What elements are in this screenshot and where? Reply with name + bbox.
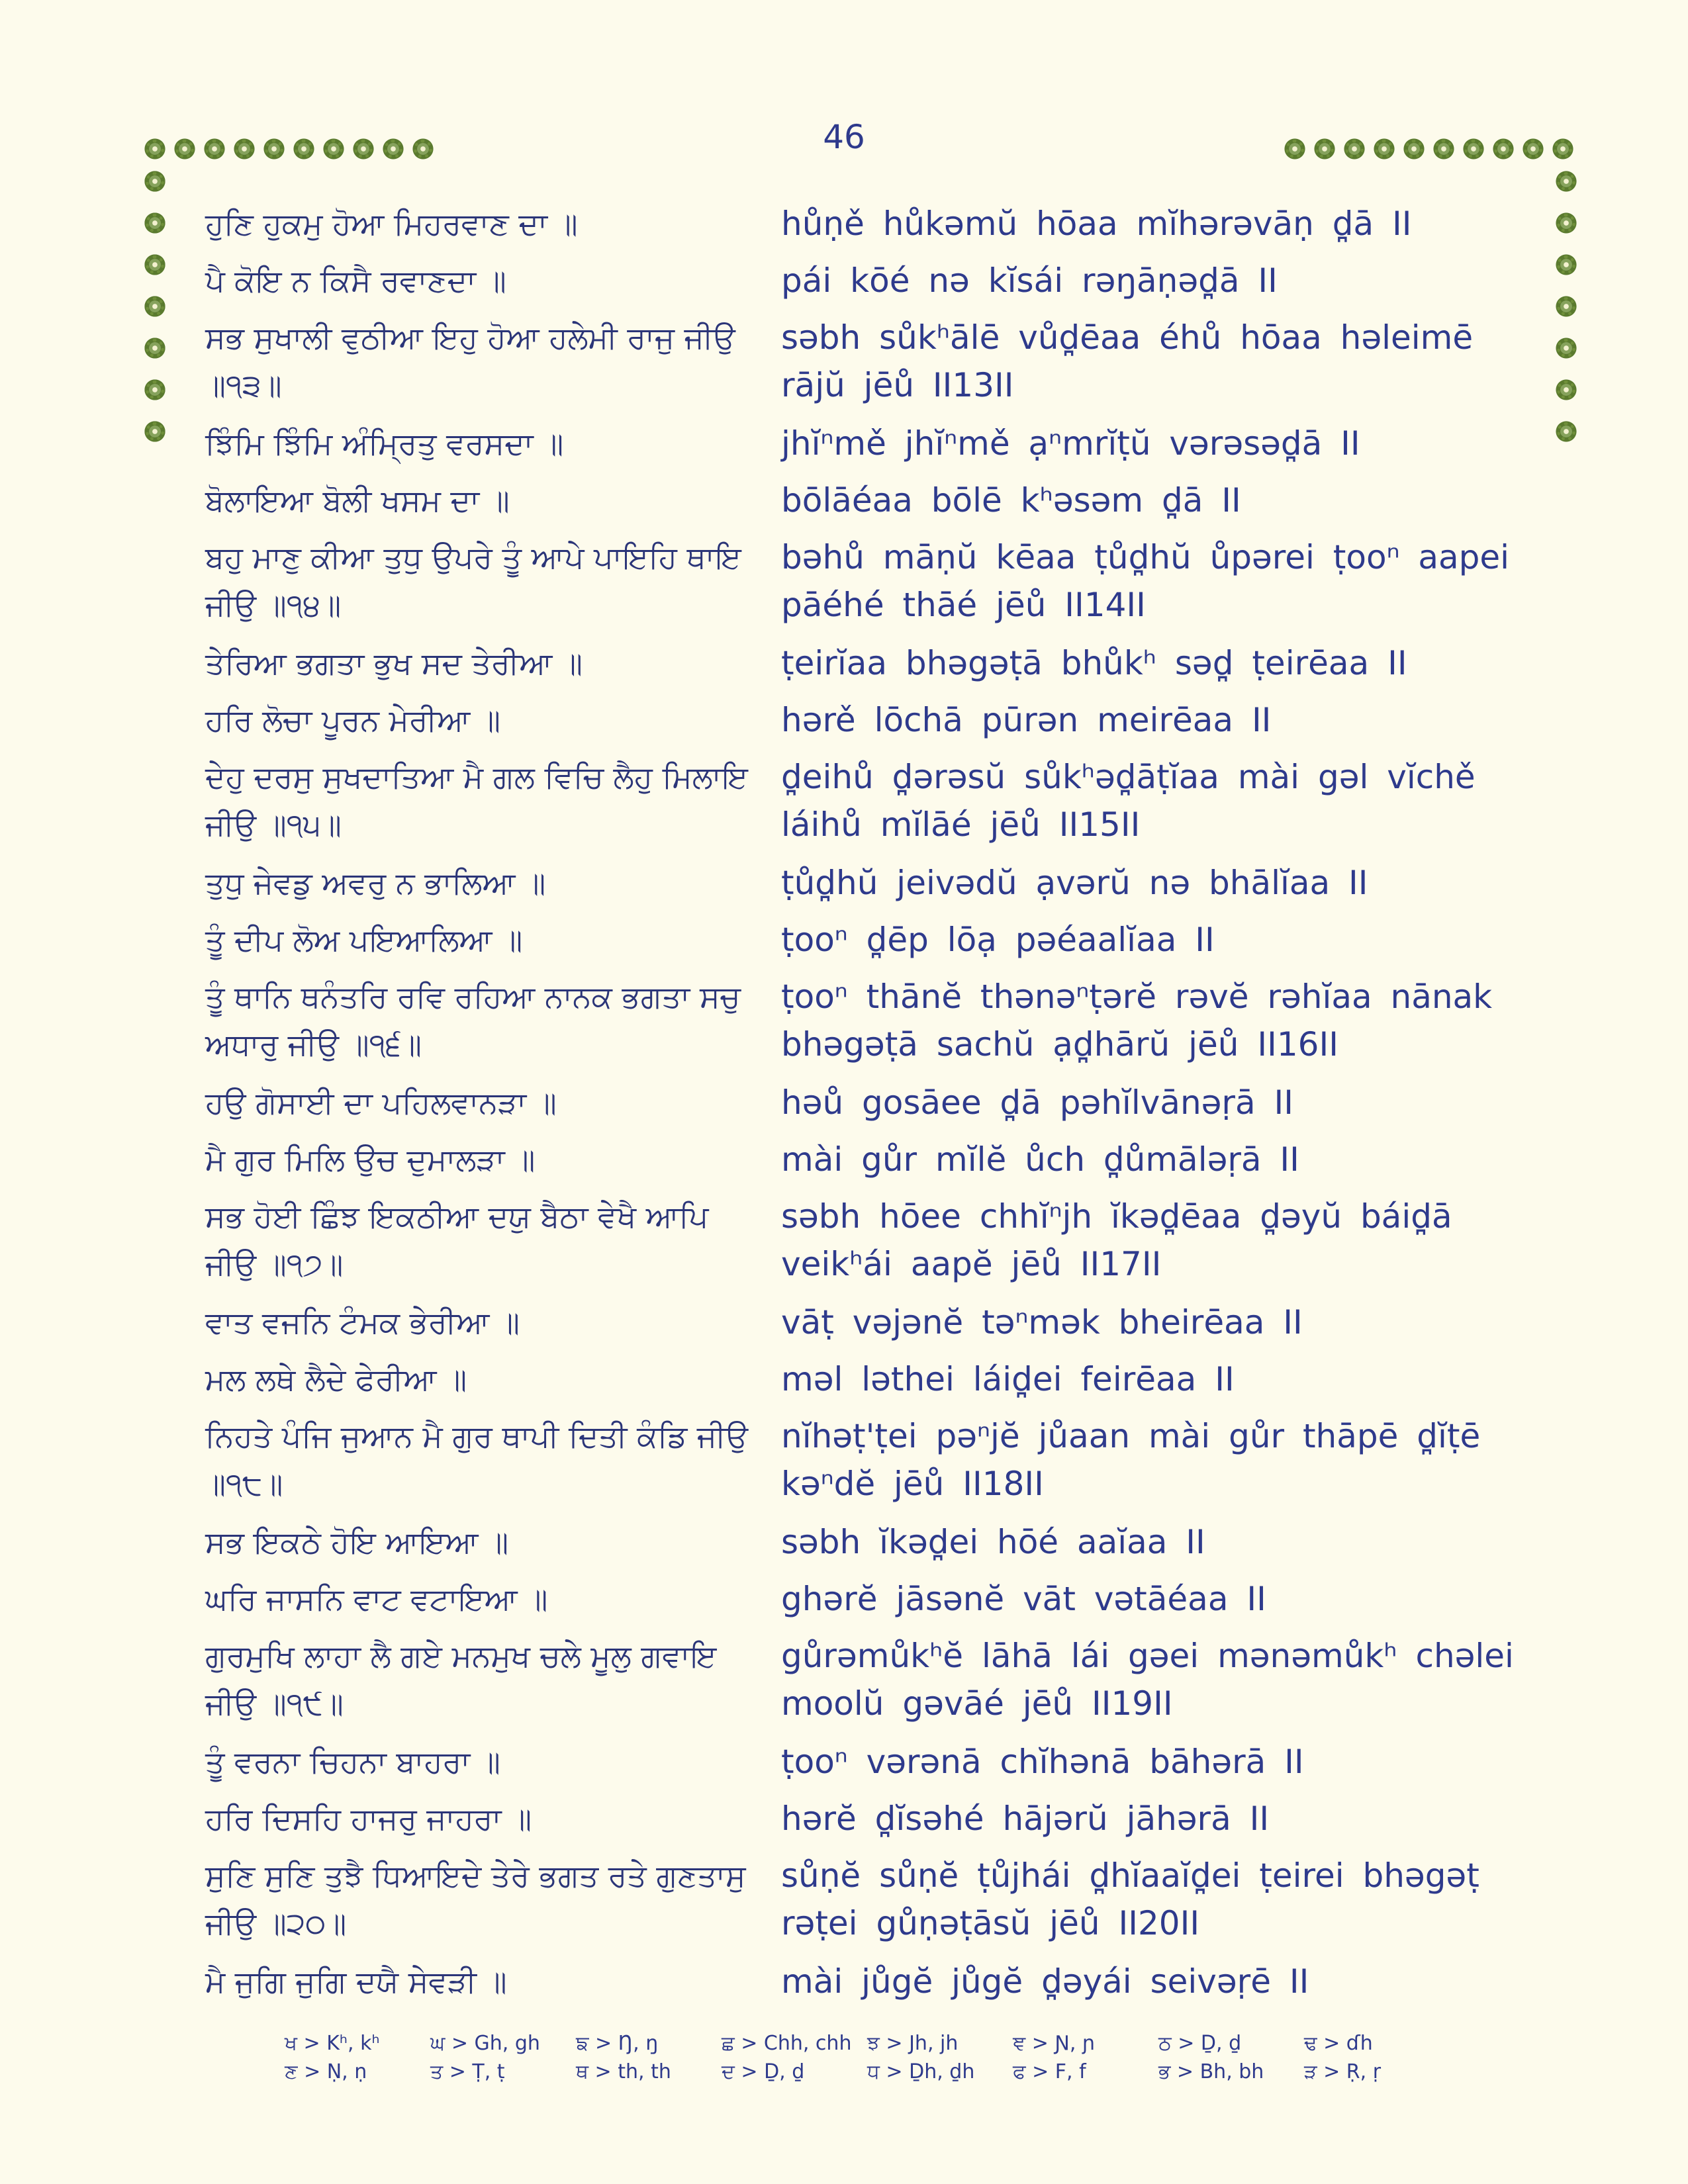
gurmukhi-line: ਪੈ ਕੋਇ ਨ ਕਿਸੈ ਰਵਾਣਦਾ ॥	[205, 263, 506, 298]
transliteration-line: mài gůr mĭlĕ ůch d̪ůmāləṛā II	[781, 1140, 1299, 1179]
gurmukhi-line: ਸਭ ਸੁਖਾਲੀ ਵੁਠੀਆ ਇਹੁ ਹੋਆ ਹਲੇਮੀ ਰਾਜੁ ਜੀਉ ॥੧੩॥	[205, 320, 735, 403]
gurmukhi-line: ਹਰਿ ਲੋਚਾ ਪੂਰਨ ਮੇਰੀਆ ॥	[205, 702, 500, 738]
gurmukhi-line: ਸਭ ਇਕਠੇ ਹੋਇ ਆਇਆ ॥	[205, 1524, 509, 1560]
key-entry: ੜ > Ṛ, ṛ	[1304, 2060, 1382, 2083]
gurmukhi-line: ਤੂੰ ਵਰਨਾ ਚਿਹਨਾ ਬਾਹਰਾ ॥	[205, 1744, 500, 1780]
key-entry: ਞ > Ɲ, ɲ	[1013, 2032, 1096, 2055]
gurmukhi-line: ਤੂੰ ਥਾਨਿ ਥਨੰਤਰਿ ਰਵਿ ਰਹਿਆ ਨਾਨਕ ਭਗਤਾ ਸਚੁ ਅਧਾਰੁ ਜੀਉ ॥੧੬॥	[205, 979, 741, 1062]
gurmukhi-line: ਤੇਰਿਆ ਭਗਤਾ ਭੁਖ ਸਦ ਤੇਰੀਆ ॥	[205, 645, 583, 681]
transliteration-line: məl ləthei láid̪ei feirēaa II	[781, 1360, 1235, 1398]
transliteration-line: ṭooⁿ d̪ēp lōạ pəéaalĭaa II	[781, 921, 1215, 959]
transliteration-line: ṭooⁿ vərənā chĭhənā bāhərā II	[781, 1743, 1304, 1781]
key-entry: ਢ > ɗh	[1304, 2032, 1373, 2055]
gurmukhi-line: ਘਰਿ ਜਾਸਨਿ ਵਾਟ ਵਟਾਇਆ ॥	[205, 1581, 548, 1617]
transliteration-line: jhĭⁿmě jhĭⁿmě ạⁿmrĭṭŭ vərəsəd̪ā II	[781, 424, 1360, 463]
transliteration-key	[285, 2032, 1450, 2083]
key-entry: ਣ > Ṇ, ṇ	[285, 2060, 367, 2083]
gurmukhi-line: ਤੂੰ ਦੀਪ ਲੋਅ ਪਇਆਲਿਆ ॥	[205, 922, 523, 958]
transliteration-line: ṭeirĭaa bhəgəṭā bhůkʰ səd̪ ṭeirēaa II	[781, 644, 1407, 682]
key-entry: ਤ > Ṭ, ṭ	[430, 2060, 505, 2083]
transliteration-line: ghərĕ jāsənĕ vāt vətāéaa II	[781, 1580, 1266, 1618]
key-entry: ਦ > Ḏ, ḏ	[722, 2060, 805, 2083]
gurmukhi-line: ਤੁਧੁ ਜੇਵਡੁ ਅਵਰੁ ਨ ਭਾਲਿਆ ॥	[205, 865, 546, 901]
gurmukhi-line: ਮਲ ਲਥੇ ਲੈਦੇ ਫੇਰੀਆ ॥	[205, 1361, 467, 1397]
transliteration-line: səbh sůkʰālē vůd̪ēaa éhů hōaa həleimē rājŭ jēů II13II	[781, 318, 1474, 404]
key-entry: ਙ > Ŋ, ŋ	[576, 2032, 659, 2055]
gurmukhi-line: ਮੈ ਜੁਗਿ ਜੁਗਿ ਦਯੈ ਸੇਵੜੀ ॥	[205, 1964, 507, 1999]
transliteration-line: səbh ĭkəd̪ei hōé aaĭaa II	[781, 1523, 1205, 1561]
transliteration-line: hərě lōchā pūrən meirēaa II	[781, 701, 1272, 739]
key-entry: ਭ > Bh, bh	[1158, 2060, 1264, 2083]
key-entry: ਥ > th, th	[576, 2060, 671, 2083]
key-entry: ਖ > Kʰ, kʰ	[285, 2032, 380, 2055]
transliteration-line: pái kōé nə kĭsái rəŋāṇəd̪ā II	[781, 261, 1278, 300]
gurmukhi-line: ਹੁਣਿ ਹੁਕਮੁ ਹੋਆ ਮਿਹਰਵਾਣ ਦਾ ॥	[205, 206, 578, 242]
transliteration-line: həů gosāee d̪ā pəhĭlvānəṛā II	[781, 1083, 1293, 1122]
transliteration-line: vāṭ vəjənĕ təⁿmək bheirēaa II	[781, 1303, 1303, 1342]
transliteration-line: səbh hōee chhĭⁿjh ĭkəd̪ēaa d̪əyŭ báid̪ā veikʰái aapĕ jēů II17II	[781, 1197, 1452, 1283]
transliteration-line: ṭůd̪hŭ jeivədŭ ạvərŭ nə bhālĭaa II	[781, 864, 1368, 902]
key-entry: ਘ > Gh, gh	[430, 2032, 540, 2055]
transliteration-line: bəhů māṇŭ kēaa ṭůd̪hŭ ůpərei ṭooⁿ aapei pāéhé thāé jēů II14II	[781, 538, 1510, 624]
transliteration-line: nĭhəṭ'ṭei pəⁿjĕ jůaan mài gůr thāpē d̪ĭṭē kəⁿdĕ jēů II18II	[781, 1417, 1481, 1503]
gurmukhi-line: ਮੈ ਗੁਰ ਮਿਲਿ ਉਚ ਦੁਮਾਲੜਾ ॥	[205, 1142, 536, 1177]
transliteration-line: d̪eihů d̪ərəsŭ sůkʰəd̪āṭĭaa mài gəl vĭchě láihů mĭlāé jēů II15II	[781, 758, 1476, 844]
gurmukhi-line: ਸਭ ਹੋਈ ਛਿੰਝ ਇਕਠੀਆ ਦਯੁ ਬੈਠਾ ਵੇਖੈ ਆਪਿ ਜੀਉ ॥੧੭॥	[205, 1199, 709, 1282]
gurmukhi-line: ਹਉ ਗੋਸਾਈ ਦਾ ਪਹਿਲਵਾਨੜਾ ॥	[205, 1085, 557, 1120]
transliteration-line: hůṇě hůkəmŭ hōaa mĭhərəvāṇ d̪ā II	[781, 205, 1412, 243]
transliteration-line: sůṇĕ sůṇĕ ṭůjhái d̪hĭaaĭd̪ei ṭeirei bhəgəṭ rəṭei gůṇəṭāsŭ jēů II20II	[781, 1856, 1479, 1942]
key-entry: ਠ > Ḏ, ḏ	[1158, 2032, 1242, 2055]
transliteration-line: ṭooⁿ thānĕ thənəⁿṭərĕ rəvĕ rəhĭaa nānak bhəgəṭā sachŭ ạd̪hārŭ jēů II16II	[781, 978, 1493, 1064]
gurmukhi-line: ਗੁਰਮੁਖਿ ਲਾਹਾ ਲੈ ਗਏ ਮਨਮੁਖ ਚਲੇ ਮੂਲੁ ਗਵਾਇ ਜੀਉ ॥੧੯॥	[205, 1638, 717, 1721]
gurmukhi-line: ਵਾਤ ਵਜਨਿ ਟੰਮਕ ਭੇਰੀਆ ॥	[205, 1304, 520, 1340]
page-number: 46	[823, 118, 865, 156]
key-entry: ਧ > Ḏh, ḏh	[867, 2060, 975, 2083]
key-entry: ਛ > Chh, chh	[722, 2032, 852, 2055]
gurmukhi-line: ਸੁਣਿ ਸੁਣਿ ਤੁਝੈ ਧਿਆਇਦੇ ਤੇਰੇ ਭਗਤ ਰਤੇ ਗੁਣਤਾਸੁ ਜੀਉ ॥੨੦॥	[205, 1858, 746, 1941]
gurmukhi-line: ਬੋਲਾਇਆ ਬੋਲੀ ਖਸਮ ਦਾ ॥	[205, 482, 510, 518]
gurmukhi-line: ਬਹੁ ਮਾਣੁ ਕੀਆ ਤੁਧੁ ਉਪਰੇ ਤੂੰ ਆਪੇ ਪਾਇਹਿ ਥਾਇ ਜੀਉ ॥੧੪॥	[205, 539, 741, 623]
transliteration-line: mài jůgĕ jůgĕ d̪əyái seivəṛē II	[781, 1962, 1309, 2001]
transliteration-line: gůrəmůkʰĕ lāhā lái gəei mənəmůkʰ chəlei moolŭ gəvāé jēů II19II	[781, 1637, 1514, 1723]
key-entry: ਫ > F, f	[1013, 2060, 1086, 2083]
transliteration-line: bōlāéaa bōlē kʰəsəm d̪ā II	[781, 481, 1241, 520]
transliteration-line: hərĕ d̪ĭsəhé hājərŭ jāhərā II	[781, 1799, 1270, 1838]
gurmukhi-line: ਝਿੰਮਿ ਝਿੰਮਿ ਅੰਮ੍ਰਿਤੁ ਵਰਸਦਾ ॥	[205, 426, 564, 461]
gurmukhi-line: ਦੇਹੁ ਦਰਸੁ ਸੁਖਦਾਤਿਆ ਮੈ ਗਲ ਵਿਚਿ ਲੈਹੁ ਮਿਲਾਇ ਜੀਉ ॥੧੫॥	[205, 759, 748, 842]
gurmukhi-line: ਹਰਿ ਦਿਸਹਿ ਹਾਜਰੁ ਜਾਹਰਾ ॥	[205, 1801, 532, 1837]
key-entry: ਝ > Jh, jh	[867, 2032, 959, 2055]
gurmukhi-line: ਨਿਹਤੇ ਪੰਜਿ ਜੁਆਨ ਮੈ ਗੁਰ ਥਾਪੀ ਦਿਤੀ ਕੰਡਿ ਜੀਉ ॥੧੮॥	[205, 1418, 748, 1502]
